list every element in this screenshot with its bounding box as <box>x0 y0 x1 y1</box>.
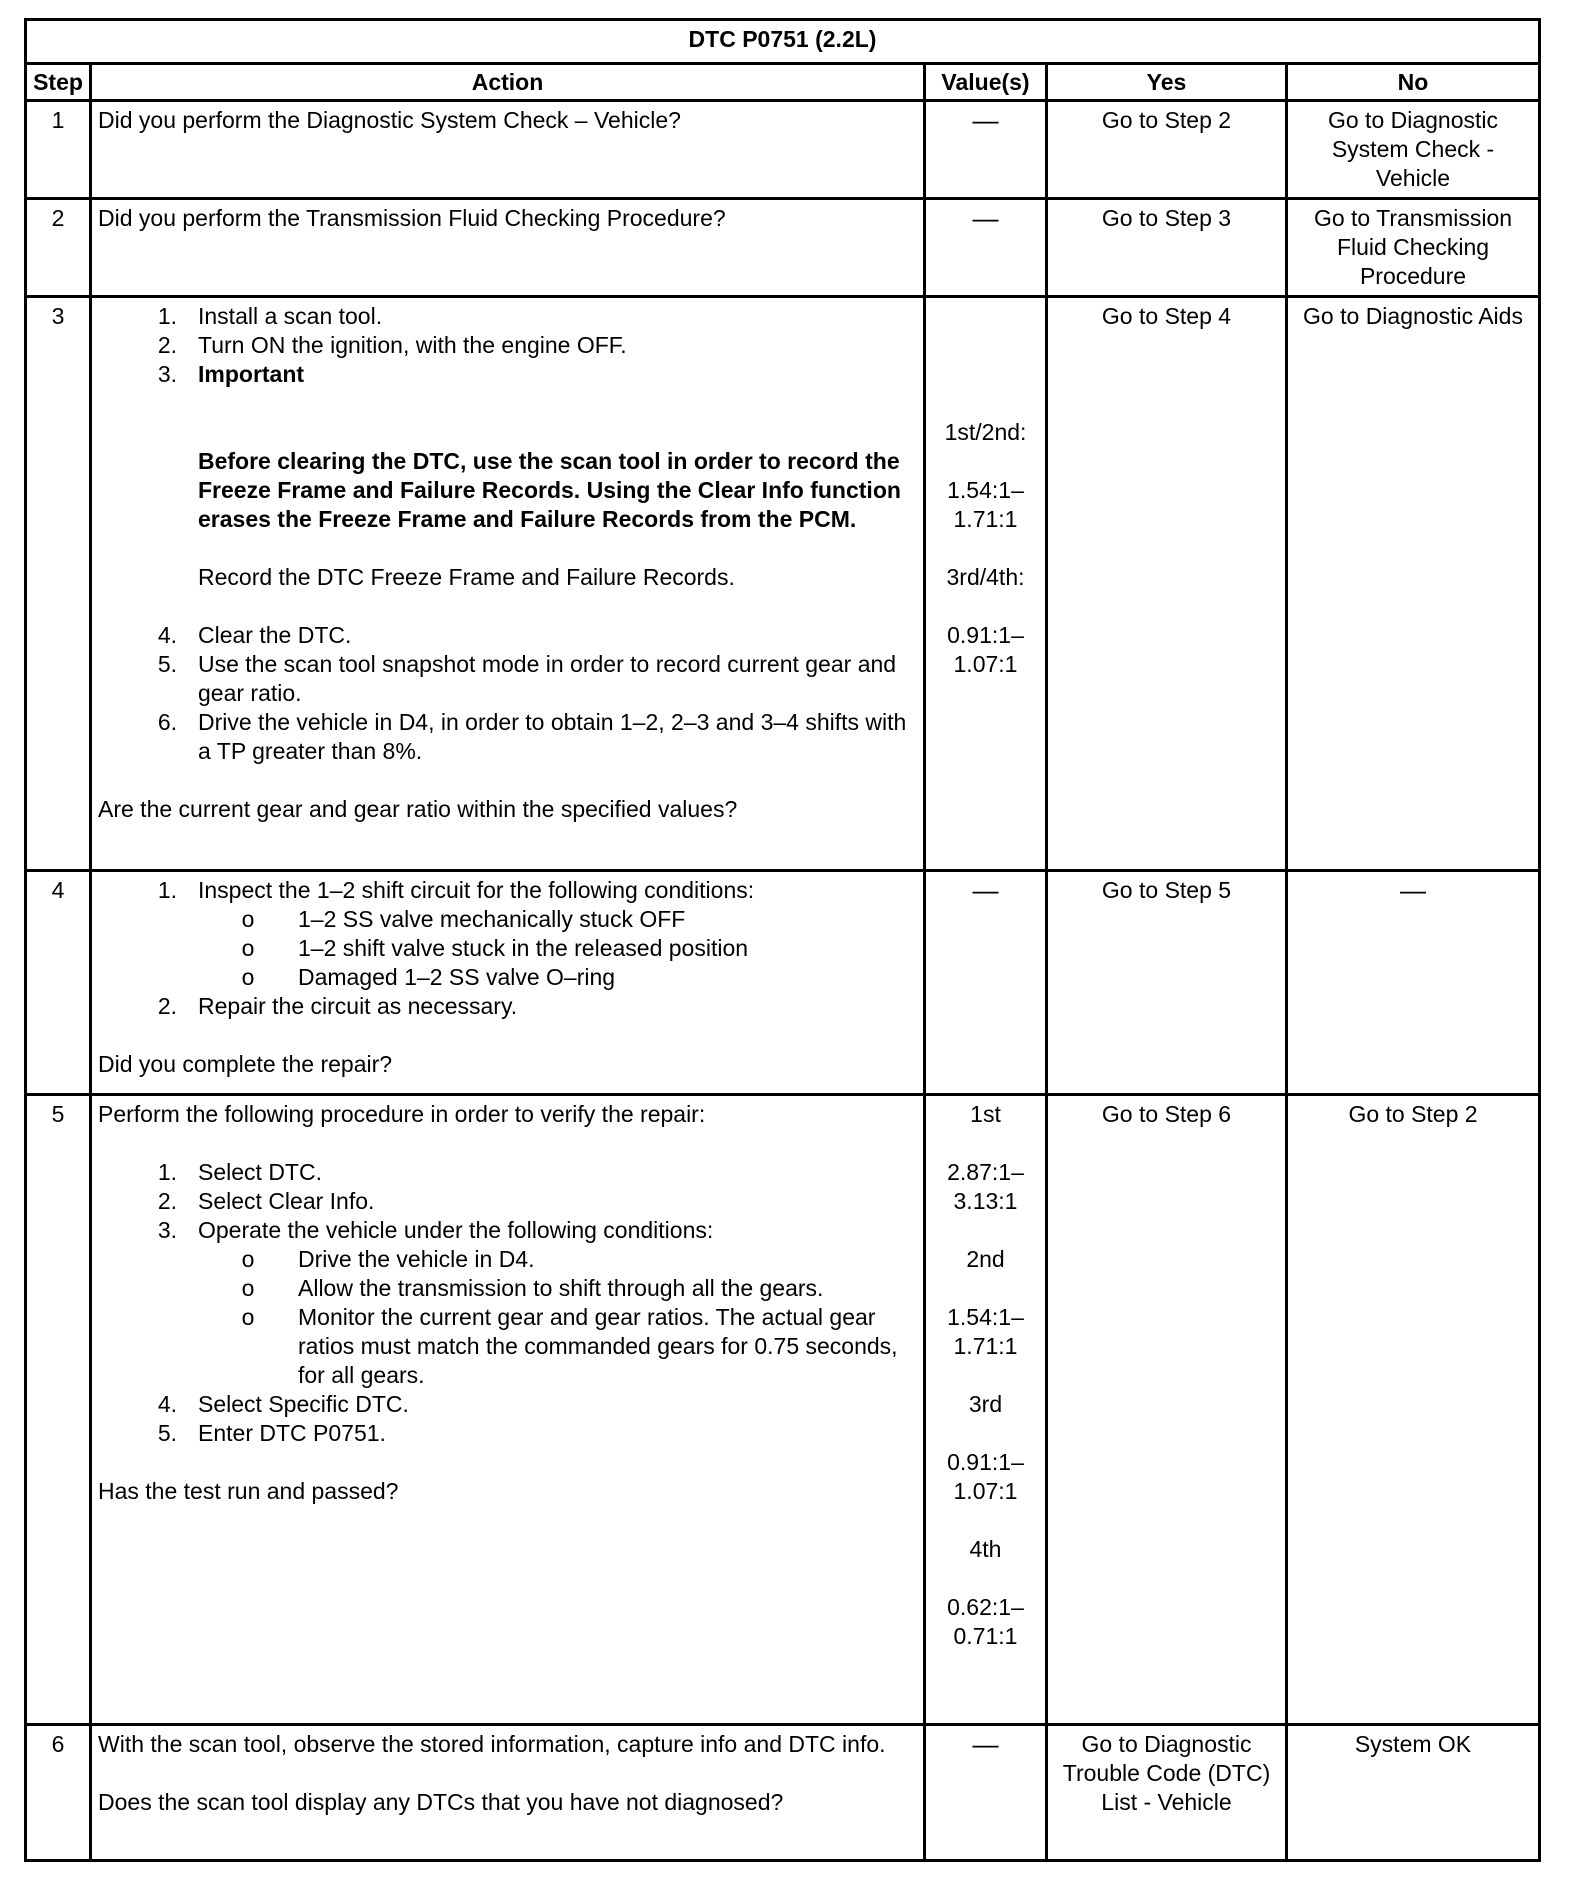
value-dash: — <box>925 871 1047 1095</box>
list-item: 3. Important <box>157 361 305 387</box>
item-text: Install a scan tool. <box>198 303 383 329</box>
spacer <box>98 534 917 563</box>
step-number: 3 <box>26 297 91 871</box>
item-text: Enter DTC P0751. <box>198 1420 386 1446</box>
question-text: Are the current gear and gear ratio within the specified values? <box>98 796 738 822</box>
spacer <box>98 389 917 447</box>
procedure-list <box>98 876 917 905</box>
value-range: 2.87:1– <box>947 1159 1024 1185</box>
value-dash: — <box>925 199 1047 297</box>
value-label: 3rd/4th: <box>946 564 1025 590</box>
sub-item: o Allow the transmission to shift through all the gears. <box>241 1275 824 1301</box>
yes-link[interactable]: Go to Step 3 <box>1047 199 1287 297</box>
table-row <box>26 871 1540 1095</box>
sub-item: o Monitor the current gear and gear ratios. The actual gear ratios must match the commanded gears for 0.75 seconds, for all gears. <box>198 1303 917 1390</box>
gear-label: 2nd <box>966 1246 1005 1272</box>
step-number: 2 <box>26 199 91 297</box>
header-row <box>26 64 1540 101</box>
item-text: Turn ON the ignition, with the engine OFF. <box>198 332 627 358</box>
table-title: DTC P0751 (2.2L) <box>26 20 1540 64</box>
item-text: Select Specific DTC. <box>198 1391 409 1417</box>
sub-list <box>98 1245 917 1390</box>
yes-link[interactable]: Go to Step 2 <box>1047 101 1287 199</box>
action-cell <box>91 871 925 1095</box>
list-item: 6. Drive the vehicle in D4, in order to obtain 1–2, 2–3 and 3–4 shifts with a TP greater than 8%. <box>98 708 917 766</box>
sub-item-text: Monitor the current gear and gear ratios. The actual gear ratios must match the commanded gears for 0.75 seconds, for all gears. <box>298 1304 898 1388</box>
header-values: Value(s) <box>925 64 1047 101</box>
question-text: Does the scan tool display any DTCs that you have not diagnosed? <box>98 1789 784 1815</box>
item-text: Select Clear Info. <box>198 1188 375 1214</box>
spacer <box>98 592 917 621</box>
value-range: 0.91:1– <box>947 1449 1024 1475</box>
value-range: 3.13:1 <box>953 1188 1018 1214</box>
important-label: Important <box>198 361 305 387</box>
no-link[interactable]: Go to Transmission Fluid Checking Procedure <box>1287 199 1540 297</box>
gear-label: 4th <box>969 1536 1002 1562</box>
header-no: No <box>1287 64 1540 101</box>
value-range: 0.71:1 <box>953 1623 1018 1649</box>
item-text: Operate the vehicle under the following conditions: <box>198 1217 714 1243</box>
list-item: 1. Select DTC. <box>98 1158 917 1187</box>
sub-item-text: Drive the vehicle in D4. <box>298 1246 535 1272</box>
yes-link[interactable]: Go to Step 6 <box>1047 1095 1287 1725</box>
sub-item-text: 1–2 shift valve stuck in the released position <box>298 935 749 961</box>
step-number: 5 <box>26 1095 91 1725</box>
value-dash: — <box>925 1725 1047 1861</box>
gear-label: 3rd <box>968 1391 1003 1417</box>
table-row <box>26 101 1540 199</box>
sub-list <box>98 905 917 992</box>
value-range: 0.62:1– <box>947 1594 1024 1620</box>
procedure-list <box>98 302 917 766</box>
step-number: 6 <box>26 1725 91 1861</box>
value-range: 1.54:1– <box>947 1304 1024 1330</box>
action-text: Did you perform the Diagnostic System Check – Vehicle? <box>91 101 925 199</box>
procedure-list <box>98 1390 917 1448</box>
important-note: Before clearing the DTC, use the scan tool in order to record the Freeze Frame and Failure Records. Using the Clear Info function erases the Freeze Frame and Failure Records from the PCM. <box>198 448 901 532</box>
list-item: 4. Select Specific DTC. <box>98 1390 917 1419</box>
yes-link[interactable]: Go to Step 4 <box>1047 297 1287 871</box>
action-cell <box>91 1095 925 1725</box>
dtc-table <box>24 18 1541 1862</box>
step-number: 4 <box>26 871 91 1095</box>
important-note-item <box>98 447 917 534</box>
gear-label: 1st <box>970 1101 1001 1127</box>
procedure-list <box>98 1158 917 1245</box>
item-text: Clear the DTC. <box>198 622 352 648</box>
no-link[interactable]: Go to Diagnostic System Check - Vehicle <box>1287 101 1540 199</box>
no-dash: — <box>1287 871 1540 1095</box>
value-range: 0.91:1– <box>947 622 1024 648</box>
yes-link[interactable]: Go to Diagnostic Trouble Code (DTC) List - Vehicle <box>1047 1725 1287 1861</box>
item-text: Use the scan tool snapshot mode in order to record current gear and gear ratio. <box>198 651 897 706</box>
table-row <box>26 1095 1540 1725</box>
values-cell <box>925 297 1047 871</box>
header-action: Action <box>91 64 925 101</box>
sub-item-text: Damaged 1–2 SS valve O–ring <box>298 964 616 990</box>
record-text: Record the DTC Freeze Frame and Failure Records. <box>198 564 735 590</box>
value-range: 1.07:1 <box>953 1478 1018 1504</box>
sub-item-text: 1–2 SS valve mechanically stuck OFF <box>298 906 686 932</box>
yes-link[interactable]: Go to Step 5 <box>1047 871 1287 1095</box>
question-text: Did you complete the repair? <box>98 1051 393 1077</box>
no-link[interactable]: Go to Diagnostic Aids <box>1287 297 1540 871</box>
list-item: 2. Turn ON the ignition, with the engine OFF. <box>98 331 917 360</box>
action-text: With the scan tool, observe the stored information, capture info and DTC info. <box>98 1731 886 1757</box>
step-number: 1 <box>26 101 91 199</box>
value-range: 1.07:1 <box>953 651 1018 677</box>
values-cell <box>925 1095 1047 1725</box>
item-text: Select DTC. <box>198 1159 322 1185</box>
value-label: 1st/2nd: <box>944 419 1027 445</box>
item-text: Inspect the 1–2 shift circuit for the following conditions: <box>198 877 755 903</box>
table-row <box>26 1725 1540 1861</box>
item-text: Drive the vehicle in D4, in order to obtain 1–2, 2–3 and 3–4 shifts with a TP greater than 8%. <box>198 709 907 764</box>
list-item: 3. Operate the vehicle under the following conditions: <box>98 1216 917 1245</box>
sub-item: o Damaged 1–2 SS valve O–ring <box>241 964 616 990</box>
list-item: 1. Inspect the 1–2 shift circuit for the following conditions: <box>98 876 917 905</box>
value-range: 1.71:1 <box>953 1333 1018 1359</box>
list-item: 4. Clear the DTC. <box>98 621 917 650</box>
action-cell <box>91 1725 925 1861</box>
action-text: Did you perform the Transmission Fluid Checking Procedure? <box>91 199 925 297</box>
list-item: 5. Enter DTC P0751. <box>98 1419 917 1448</box>
sub-item: o 1–2 shift valve stuck in the released position <box>241 935 749 961</box>
question-text: Has the test run and passed? <box>98 1478 399 1504</box>
list-item: 5. Use the scan tool snapshot mode in order to record current gear and gear ratio. <box>98 650 917 708</box>
sub-item: o Drive the vehicle in D4. <box>241 1246 535 1272</box>
header-yes: Yes <box>1047 64 1287 101</box>
list-item: 2. Select Clear Info. <box>98 1187 917 1216</box>
sub-item: o 1–2 SS valve mechanically stuck OFF <box>241 906 686 932</box>
no-link[interactable]: System OK <box>1287 1725 1540 1861</box>
header-step: Step <box>26 64 91 101</box>
action-cell <box>91 297 925 871</box>
no-link[interactable]: Go to Step 2 <box>1287 1095 1540 1725</box>
value-range: 1.71:1 <box>953 506 1018 532</box>
item-text: Repair the circuit as necessary. <box>198 993 518 1019</box>
sub-item-text: Allow the transmission to shift through all the gears. <box>298 1275 824 1301</box>
intro-text: Perform the following procedure in order to verify the repair: <box>98 1101 706 1127</box>
value-dash: — <box>925 101 1047 199</box>
table-row <box>26 199 1540 297</box>
value-range: 1.54:1– <box>947 477 1024 503</box>
procedure-list <box>98 992 917 1021</box>
table-row <box>26 297 1540 871</box>
record-item <box>98 563 917 592</box>
list-item: 2. Repair the circuit as necessary. <box>98 992 917 1021</box>
list-item: 1. Install a scan tool. <box>98 302 917 331</box>
